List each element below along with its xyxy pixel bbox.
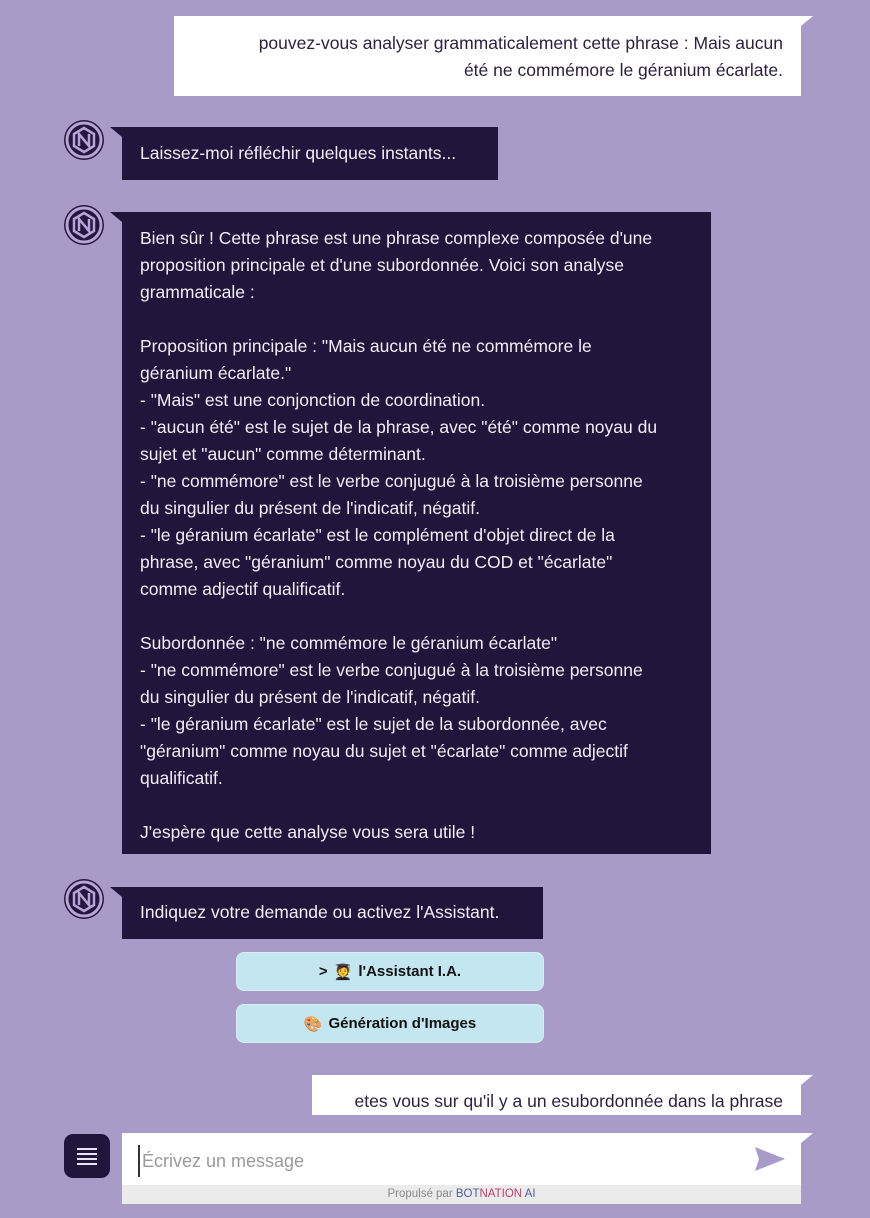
powered-by-footer [122, 1185, 801, 1204]
bot-message: Laissez-moi réfléchir quelques instants... [122, 127, 498, 180]
botnation-link[interactable]: BOTNATION AI [455, 1188, 536, 1200]
palette-emoji-icon: 🎨 [303, 1015, 323, 1033]
quick-reply-label: Génération d'Images [328, 1015, 477, 1032]
menu-icon [77, 1148, 97, 1150]
image-generation-button[interactable] [236, 1004, 544, 1043]
user-message: etes vous sur qu'il y a un esubordonnée dans la phrase [312, 1075, 801, 1115]
assistant-ia-button[interactable] [236, 952, 544, 991]
user-message: pouvez-vous analyser grammaticalement cette phrase : Mais aucun été ne commémore le géranium écarlate. [174, 16, 801, 96]
message-input[interactable] [138, 1145, 734, 1177]
bot-message: Bien sûr ! Cette phrase est une phrase complexe composée d'une proposition principale et d'une subordonnée. Voici son analyse grammaticale : Proposition principale : "Mais aucun été ne commémore le géranium écarlate." - "Mais" est une conjonction de coordination. - "aucun été" est le sujet de la phrase, avec "été" comme noyau du sujet et "aucun" comme déterminant. - "ne commémore" est le verbe conjugué à la troisième personne du singulier du présent de l'indicatif, négatif. - "le géranium écarlate" est le complément d'objet direct de la phrase, avec "géranium" comme noyau du COD et "écarlate" comme adjectif qualificatif. Subordonnée : "ne commémore le géranium écarlate" - "ne commémore" est le verbe conjugué à la troisième personne du singulier du présent de l'indicatif, négatif. - "le géranium écarlate" est le sujet de la subordonnée, avec "géranium" comme noyau du sujet et "écarlate" comme adjectif qualificatif. J'espère que cette analyse vous sera utile ! [122, 212, 711, 854]
powered-by-text: Propulsé par [387, 1188, 456, 1200]
bot-avatar [64, 879, 104, 919]
send-icon [753, 1145, 787, 1173]
botnation-logo-icon [64, 120, 104, 160]
botnation-logo-icon [64, 879, 104, 919]
message-composer [122, 1133, 801, 1185]
send-button[interactable] [753, 1145, 787, 1173]
menu-button[interactable] [64, 1134, 110, 1178]
quick-reply-prefix: > [318, 963, 328, 980]
botnation-logo-icon [64, 205, 104, 245]
bot-avatar [64, 120, 104, 160]
student-emoji-icon: 🧑‍🎓 [333, 963, 353, 981]
bot-avatar [64, 205, 104, 245]
quick-reply-label: l'Assistant I.A. [358, 963, 462, 980]
bot-message: Indiquez votre demande ou activez l'Assistant. [122, 887, 543, 939]
